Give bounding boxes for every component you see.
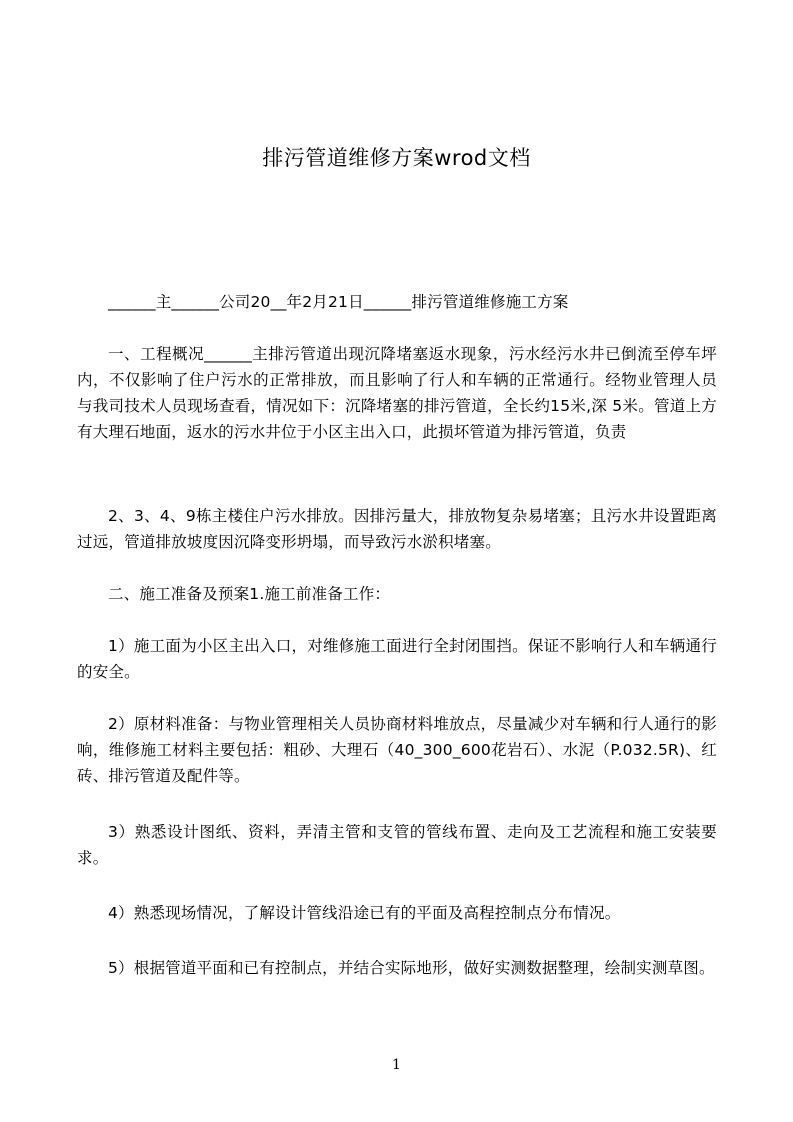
paragraph-text: 5）根据管道平面和已有控制点，并结合实际地形，做好实测数据整理，绘制实测草图。	[108, 959, 715, 977]
paragraph-text: 二、施工准备及预案1.施工前准备工作：	[108, 585, 391, 603]
page-number: 1	[392, 1057, 401, 1073]
paragraph-text: 2、3、4、9栋主楼住户污水排放。因排污量大，排放物复杂易堵塞；且污水井设置距离过远，管道排放坡度因沉降变形坍塌，而导致污水淤积堵塞。	[77, 507, 717, 551]
paragraph-text: 2）原材料准备：与物业管理相关人员协商材料堆放点，尽量减少对车辆和行人通行的影响，维修施工材料主要包括：粗砂、大理石（40_300_600花岩石）、水泥（P.032.5R)、红砖、排污管道及配件等。	[77, 715, 717, 785]
paragraph-text: 4）熟悉现场情况，了解设计管线沿途已有的平面及高程控制点分布情况。	[108, 904, 621, 922]
paragraph-item-3	[77, 819, 717, 871]
paragraph-text: 1）施工面为小区主出入口，对维修施工面进行全封闭围挡。保证不影响行人和车辆通行的安全。	[77, 637, 717, 681]
paragraph-item-1	[77, 633, 717, 685]
paragraph-text: ______主______公司20__年2月21日______排污管道维修施工方案	[108, 293, 569, 311]
paragraph-project-overview	[77, 341, 717, 445]
paragraph-intro	[77, 289, 717, 315]
paragraph-text: 一、工程概况______主排污管道出现沉降堵塞返水现象，污水经污水井已倒流至停车坪内，不仅影响了住户污水的正常排放，而且影响了行人和车辆的正常通行。经物业管理人员与我司技术人员现场查看，情况如下：沉降堵塞的排污管道，全长约15米,深 5米。管道上方有大理石地面，返水的污水井位于小区主出入口，此损坏管道为排污管道，负责	[77, 345, 717, 441]
paragraph-drainage-cause	[77, 503, 717, 555]
paragraph-text: 3）熟悉设计图纸、资料，弄清主管和支管的管线布置、走向及工艺流程和施工安装要求。	[77, 823, 717, 867]
paragraph-item-4	[77, 900, 717, 926]
paragraph-item-5	[77, 955, 717, 981]
document-title: 排污管道维修方案wrod文档	[262, 146, 531, 170]
paragraph-section-two-heading	[77, 581, 717, 607]
paragraph-item-2	[77, 711, 717, 789]
